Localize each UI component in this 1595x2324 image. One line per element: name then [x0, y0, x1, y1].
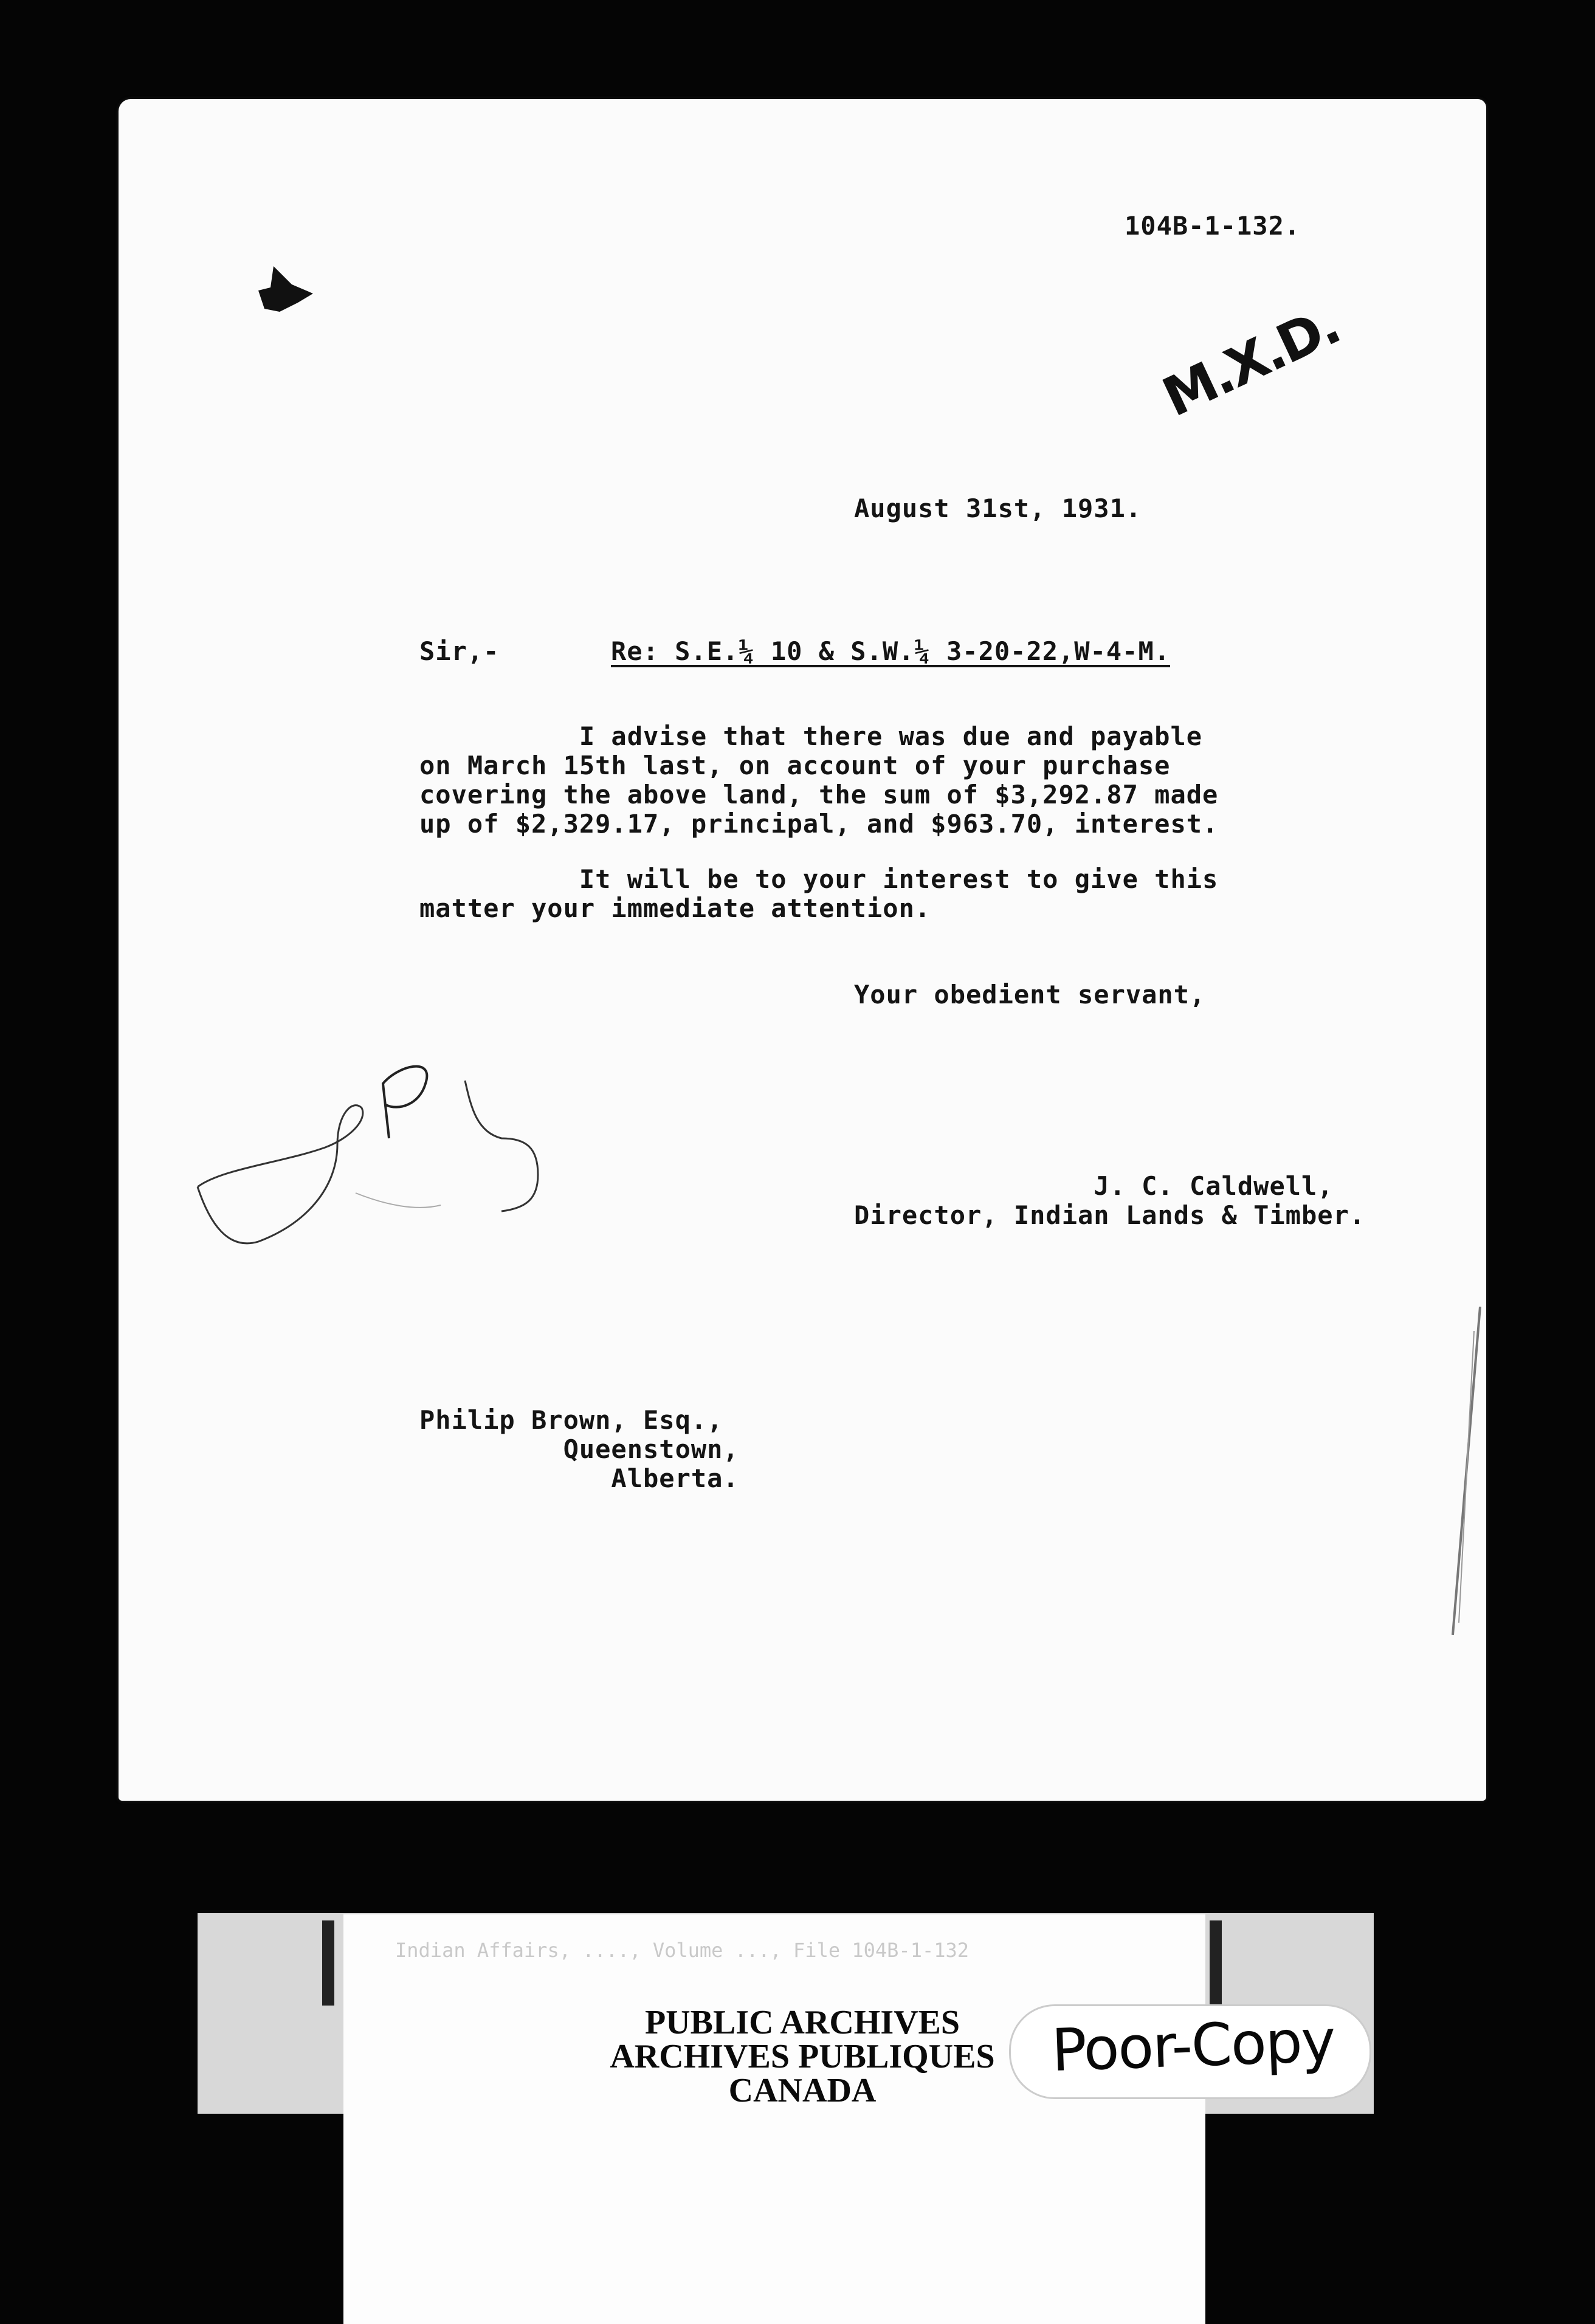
- public-archives-label: [529, 2006, 1076, 2108]
- archive-label-card: [343, 1914, 1205, 2324]
- signature-block: J. C. Caldwell, Director, Indian Lands & Timber.: [854, 1171, 1366, 1230]
- poor-copy-note: Poor-Copy: [1050, 2006, 1336, 2085]
- salutation: Sir,-: [419, 636, 500, 666]
- label-clip-right: [1210, 1920, 1222, 2006]
- body-paragraph-1: I advise that there was due and payable on March 15th last, on account of your purchase covering the above land, the sum of $3,292.87 made up of $2,329.17, principal, and $963.70, interest.: [419, 721, 1219, 839]
- letter-page: [119, 99, 1486, 1801]
- label-clip-left: [322, 1920, 334, 2006]
- archive-line-3: CANADA: [728, 2072, 877, 2109]
- closing: Your obedient servant,: [854, 980, 1206, 1009]
- addressee-block: Philip Brown, Esq., Queenstown, Alberta.: [419, 1405, 739, 1493]
- handwritten-initials: [185, 1047, 611, 1351]
- letter-date: August 31st, 1931.: [854, 493, 1142, 523]
- archive-line-1: PUBLIC ARCHIVES: [644, 2004, 960, 2041]
- page-edge-curl: [1447, 1307, 1483, 1647]
- file-reference: 104B-1-132.: [1125, 211, 1301, 241]
- ink-blot: [255, 260, 322, 321]
- mxd-stamp: M.X.D.: [1153, 294, 1348, 429]
- subject-line: Re: S.E.¼ 10 & S.W.¼ 3-20-22,W-4-M.: [611, 636, 1171, 666]
- body-paragraph-2: It will be to your interest to give this matter your immediate attention.: [419, 864, 1219, 923]
- faint-file-citation: Indian Affairs, ...., Volume ..., File 104B-1-132: [395, 1939, 970, 1962]
- archive-line-2: ARCHIVES PUBLIQUES: [610, 2038, 995, 2075]
